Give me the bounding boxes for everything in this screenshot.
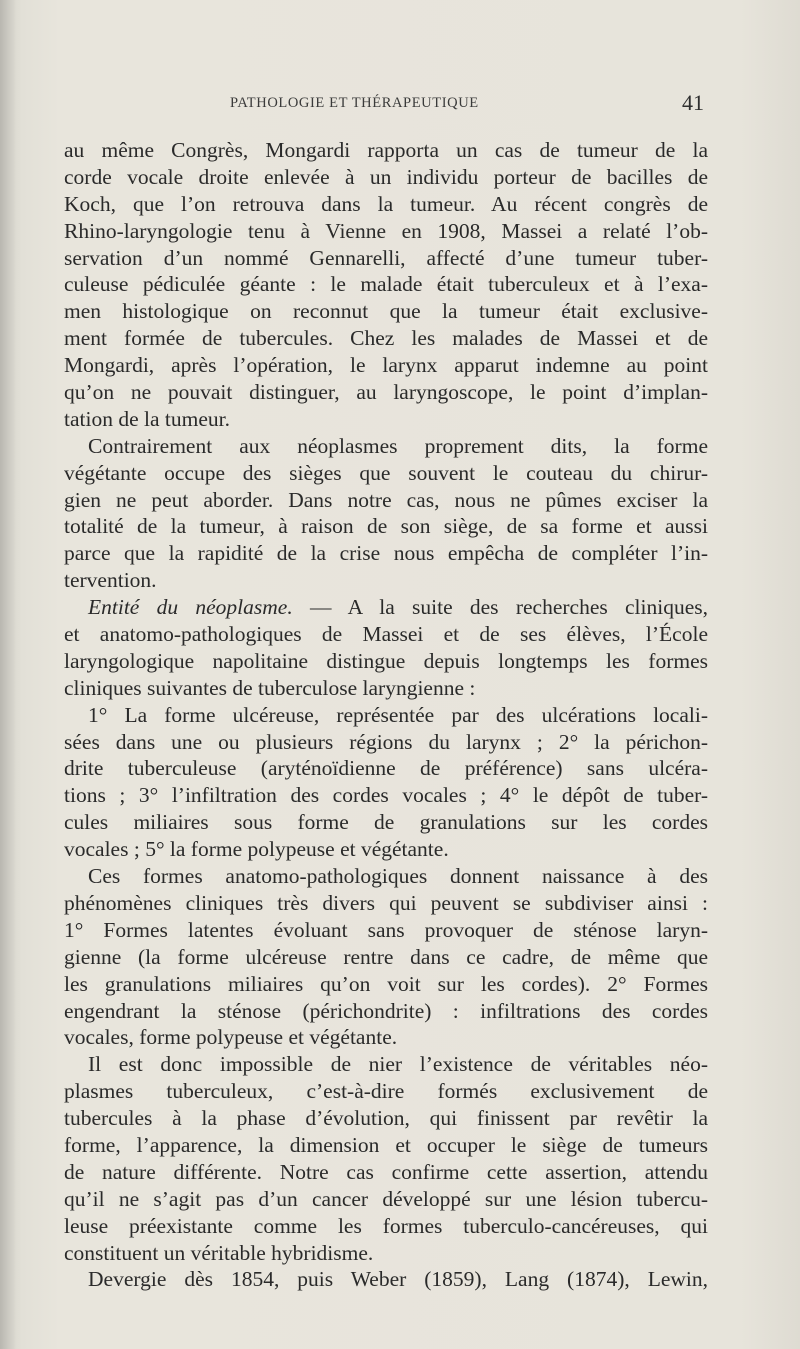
text-line: totalité de la tumeur, à raison de son siège, de sa forme et aussi bbox=[64, 514, 708, 539]
text-line: culeuse pédiculée géante : le malade était tuberculeux et à l’exa- bbox=[64, 272, 708, 297]
binding-edge bbox=[0, 0, 16, 1349]
text-line: constituent un véritable hybridisme. bbox=[64, 1240, 374, 1265]
text-line: de nature différente. Notre cas confirme cette assertion, attendu bbox=[64, 1159, 708, 1184]
text-line: Rhino-laryngologie tenu à Vienne en 1908, Massei a relaté l’ob- bbox=[64, 218, 708, 243]
text-line: 1° La forme ulcéreuse, représentée par des ulcérations locali- bbox=[88, 702, 708, 727]
text-line: 1° Formes latentes évoluant sans provoquer de sténose laryn- bbox=[64, 917, 708, 942]
text-line: gien ne peut aborder. Dans notre cas, nous ne pûmes exciser la bbox=[64, 487, 708, 512]
text-line: qu’on ne pouvait distinguer, au laryngoscope, le point d’implan- bbox=[64, 380, 708, 405]
text-line: et anatomo-pathologiques de Massei et de ses élèves, l’École bbox=[64, 622, 708, 647]
text-line: engendrant la sténose (périchondrite) : infiltrations des cordes bbox=[64, 998, 708, 1023]
text-line: corde vocale droite enlevée à un individu porteur de bacilles de bbox=[64, 164, 708, 189]
text-line: plasmes tuberculeux, c’est-à-dire formés exclusivement de bbox=[64, 1079, 708, 1104]
text-line: forme, l’apparence, la dimension et occuper le siège de tumeurs bbox=[64, 1132, 708, 1157]
text-line: qu’il ne s’agit pas d’un cancer développé sur une lésion tubercu- bbox=[64, 1186, 708, 1211]
text-line: Ces formes anatomo-pathologiques donnent naissance à des bbox=[88, 864, 708, 889]
text-line: Contrairement aux néoplasmes proprement dits, la forme bbox=[88, 433, 708, 458]
text-line: parce que la rapidité de la crise nous empêcha de compléter l’in- bbox=[64, 541, 708, 566]
text-line: men histologique on reconnut que la tumeur était exclusive- bbox=[64, 299, 708, 324]
text-line: gienne (la forme ulcéreuse rentre dans ce cadre, de même que bbox=[64, 944, 708, 969]
text-line: servation d’un nommé Gennarelli, affecté d’une tumeur tuber- bbox=[64, 245, 708, 270]
text-line: cliniques suivantes de tuberculose laryngienne : bbox=[64, 675, 476, 700]
text-line: Mongardi, après l’opération, le larynx apparut indemne au point bbox=[64, 353, 708, 378]
body-text bbox=[64, 137, 708, 1293]
text-line: vocales ; 5° la forme polypeuse et végétante. bbox=[64, 837, 449, 862]
text-line: Koch, que l’on retrouva dans la tumeur. Au récent congrès de bbox=[64, 191, 708, 216]
page-number: 41 bbox=[682, 90, 704, 115]
text-line: au même Congrès, Mongardi rapporta un cas de tumeur de la bbox=[64, 138, 708, 162]
text-line: ment formée de tubercules. Chez les malades de Massei et de bbox=[64, 326, 708, 351]
text-line: phénomènes cliniques très divers qui peuvent se subdiviser ainsi : bbox=[64, 890, 708, 915]
text-line: végétante occupe des sièges que souvent le couteau du chirur- bbox=[64, 460, 708, 485]
text-line: tubercules à la phase d’évolution, qui finissent par revêtir la bbox=[64, 1106, 708, 1131]
text-line: cules miliaires sous forme de granulations sur les cordes bbox=[64, 810, 708, 835]
text-line: laryngologique napolitaine distingue depuis longtemps les formes bbox=[64, 648, 708, 673]
text-line: sées dans une ou plusieurs régions du larynx ; 2° la périchon- bbox=[64, 729, 708, 754]
running-head: PATHOLOGIE ET THÉRAPEUTIQUE bbox=[230, 95, 479, 111]
section-first-line bbox=[64, 594, 708, 621]
section-heading: Entité du néoplasme. bbox=[88, 595, 293, 620]
text-line: tation de la tumeur. bbox=[64, 406, 230, 431]
text-line: Devergie dès 1854, puis Weber (1859), Lang (1874), Lewin, bbox=[88, 1267, 708, 1292]
text-line: tervention. bbox=[64, 568, 157, 593]
text-line: tions ; 3° l’infiltration des cordes vocales ; 4° le dépôt de tuber- bbox=[64, 783, 708, 808]
text-line: — A la suite des recherches cliniques, bbox=[310, 595, 708, 620]
text-line: vocales, forme polypeuse et végétante. bbox=[64, 1025, 398, 1050]
text-line: drite tuberculeuse (aryténoïdienne de préférence) sans ulcéra- bbox=[64, 756, 708, 781]
text-line: leuse préexistante comme les formes tuberculo-cancéreuses, qui bbox=[64, 1213, 708, 1238]
text-line: les granulations miliaires qu’on voit sur les cordes). 2° Formes bbox=[64, 971, 708, 996]
text-line: Il est donc impossible de nier l’existence de véritables néo- bbox=[88, 1052, 708, 1077]
